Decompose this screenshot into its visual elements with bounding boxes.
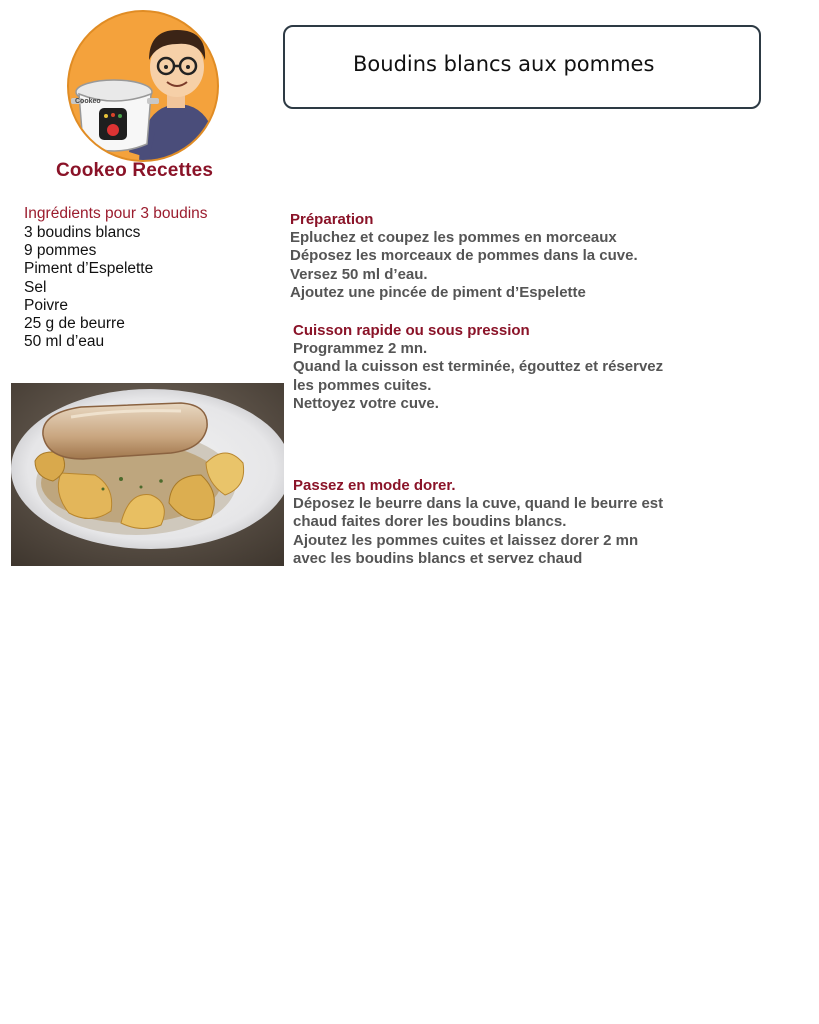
ingredient-item: 9 pommes [24, 242, 97, 260]
section-cuisson [293, 322, 713, 414]
instruction-line: Versez 50 ml d’eau. [290, 265, 428, 283]
ingredient-item: 50 ml d’eau [24, 333, 105, 351]
dish-photo [11, 383, 284, 566]
ingredients-list [24, 224, 208, 351]
instruction-line: Déposez le beurre dans la cuve, quand le beurre est [293, 495, 664, 512]
instruction-line: Epluchez et coupez les pommes en morceaux [290, 229, 617, 246]
instruction-line: Quand la cuisson est terminée, égouttez et réservez [293, 358, 664, 376]
instruction-line: Programmez 2 mn. [293, 340, 428, 357]
recipe-title: Boudins blancs aux pommes [353, 52, 655, 76]
instruction-line: Ajoutez les pommes cuites et laissez dorer 2 mn [293, 531, 639, 549]
instruction-line: Déposez les morceaux de pommes dans la cuve. [290, 247, 638, 265]
chef-cookeo-illustration [69, 12, 217, 160]
ingredients-heading: Ingrédients pour 3 boudins [24, 205, 208, 222]
instruction-line: Ajoutez une pincée de piment d’Espelette [290, 284, 586, 302]
ingredient-item: 25 g de beurre [24, 315, 125, 333]
brand-name: Cookeo Recettes [56, 160, 214, 181]
ingredient-item: Sel [24, 278, 47, 296]
ingredient-item: Poivre [24, 296, 68, 314]
section-dorer [293, 477, 713, 569]
logo-badge [67, 10, 219, 162]
instruction-line: les pommes cuites. [293, 376, 432, 394]
instruction-line: avec les boudins blancs et servez chaud [293, 550, 583, 568]
instruction-line: Nettoyez votre cuve. [293, 395, 439, 413]
ingredients-block [24, 205, 208, 351]
section-preparation [290, 211, 710, 303]
appliance-label: Cookeo [75, 98, 101, 105]
section-heading: Cuisson rapide ou sous pression [293, 322, 530, 339]
section-heading: Préparation [290, 211, 374, 228]
section-heading: Passez en mode dorer. [293, 477, 456, 494]
ingredient-item: Piment d’Espelette [24, 260, 154, 278]
ingredient-item: 3 boudins blancs [24, 224, 141, 241]
instruction-line: chaud faites dorer les boudins blancs. [293, 513, 567, 531]
recipe-title-box [283, 25, 761, 109]
